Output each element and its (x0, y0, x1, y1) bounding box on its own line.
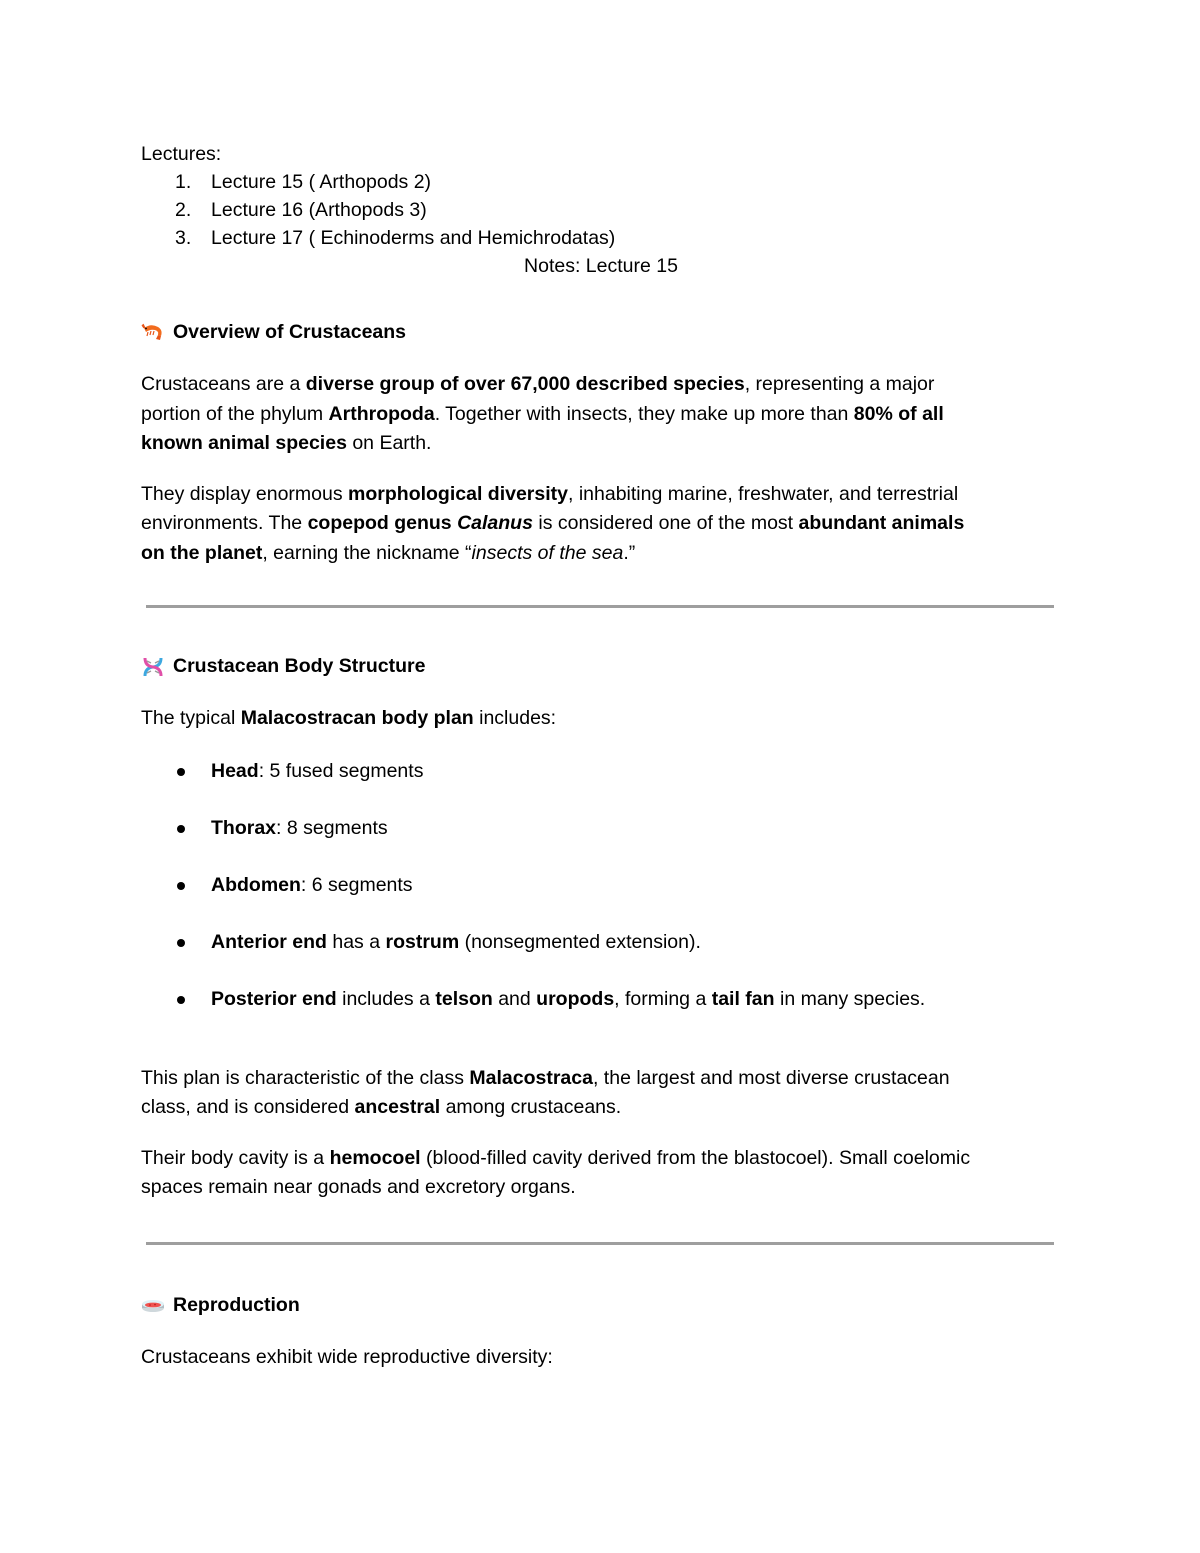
overview-title: Overview of Crustaceans (173, 321, 407, 343)
section-heading (141, 1291, 1071, 1319)
structure-section (141, 652, 1071, 1203)
list-item: Posterior end includes a telson and uropods, forming a tail fan in many species. (141, 985, 1071, 1013)
body-plan-list (141, 757, 1071, 1013)
horizontal-rule (146, 1242, 1054, 1245)
bullet-icon (177, 825, 185, 833)
section-heading (141, 318, 1071, 346)
reproduction-section (141, 1291, 1071, 1373)
list-item-text: Lecture 15 ( Arthopods 2) (211, 171, 432, 193)
overview-paragraph-1: Crustaceans are a diverse group of over 67,000 described species, representing a major portion of the phylum Arthropoda. Together with insects, they make up more than 80% of all known animal species on Earth. (141, 373, 944, 454)
list-item: Thorax: 8 segments (141, 814, 1071, 842)
list-item: Head: 5 fused segments (141, 757, 1071, 785)
structure-paragraph-1: This plan is characteristic of the class Malacostraca, the largest and most diverse crustacean class, and is considered ancestral among crustaceans. (141, 1066, 950, 1118)
dna-icon (141, 656, 165, 676)
shrimp-icon (141, 322, 165, 342)
overview-paragraph-2: They display enormous morphological diversity, inhabiting marine, freshwater, and terrestrial environments. The copepod genus Calanus is considered one of the most abundant animals on the planet, earning the nickname “insects of the sea.” (141, 482, 965, 564)
structure-paragraph-2: Their body cavity is a hemocoel (blood-filled cavity derived from the blastocoel). Small coelomic spaces remain near gonads and excretory organs. (141, 1146, 971, 1198)
lectures-section (141, 140, 1061, 280)
list-number: 2. (175, 199, 192, 221)
petri-dish-icon (141, 1295, 165, 1315)
horizontal-rule (146, 605, 1054, 608)
list-number: 3. (175, 227, 192, 249)
list-item (141, 224, 1061, 252)
bullet-icon (177, 939, 185, 947)
list-item (141, 168, 1061, 196)
list-item (141, 196, 1061, 224)
list-item: Anterior end has a rostrum (nonsegmented extension). (141, 928, 1071, 956)
overview-section (141, 318, 1071, 568)
structure-intro: The typical Malacostracan body plan includes: (141, 707, 557, 729)
bullet-icon (177, 996, 185, 1004)
list-item-text: Lecture 16 (Arthopods 3) (211, 199, 427, 221)
structure-title: Crustacean Body Structure (173, 655, 426, 677)
bullet-icon (177, 768, 185, 776)
lectures-label: Lectures: (141, 143, 222, 165)
reproduction-intro: Crustaceans exhibit wide reproductive diversity: (141, 1346, 553, 1368)
list-item-text: Lecture 17 ( Echinoderms and Hemichrodatas) (211, 227, 616, 249)
lectures-list (141, 168, 1061, 252)
list-item: Abdomen: 6 segments (141, 871, 1071, 899)
bullet-icon (177, 882, 185, 890)
reproduction-title: Reproduction (173, 1294, 300, 1316)
notes-heading: Notes: Lecture 15 (524, 255, 678, 277)
list-number: 1. (175, 171, 192, 193)
section-heading (141, 652, 1071, 680)
